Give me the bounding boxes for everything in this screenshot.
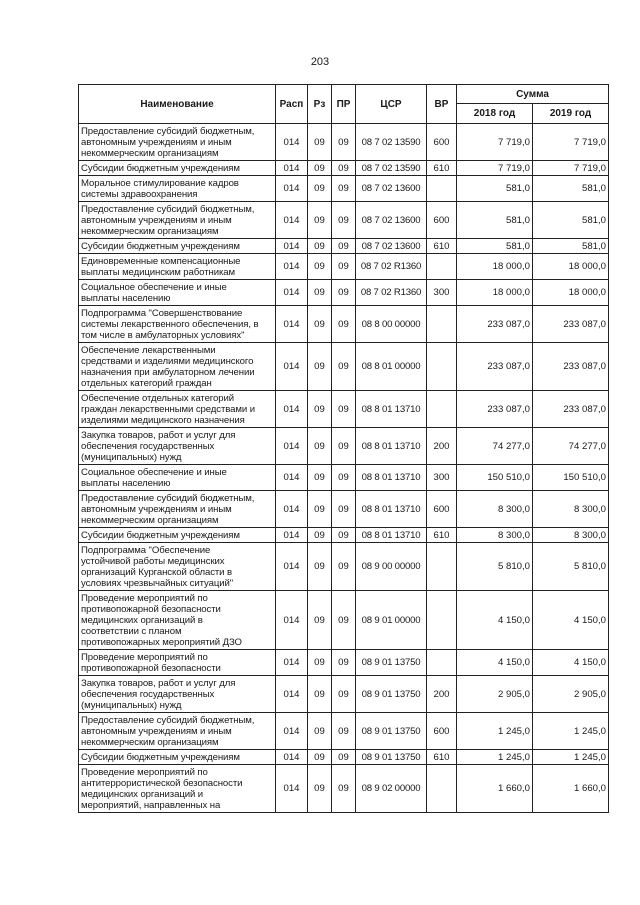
row-csr: 08 9 02 00000 — [356, 765, 427, 813]
row-name-line: Социальное обеспечение и иные — [81, 466, 227, 478]
table-header — [79, 85, 609, 124]
row-sum-2018: 4 150,0 — [457, 650, 533, 676]
row-rasp: 014 — [276, 713, 308, 750]
row-vr: 300 — [427, 280, 457, 306]
row-rz: 09 — [308, 343, 332, 391]
row-name-line: Закупка товаров, работ и услуг для — [81, 677, 236, 689]
row-rasp: 014 — [276, 280, 308, 306]
row-sum-2019: 5 810,0 — [533, 543, 609, 591]
row-sum-2019: 581,0 — [533, 239, 609, 254]
row-name — [79, 591, 276, 650]
table-row — [79, 391, 609, 428]
row-csr: 08 9 01 13750 — [356, 713, 427, 750]
row-name-line: некоммерческим организациям — [81, 147, 219, 159]
row-name — [79, 176, 276, 202]
row-name-line: системы здравоохранения — [81, 188, 198, 200]
row-name-line: Субсидии бюджетным учреждениям — [81, 240, 240, 252]
row-vr — [427, 306, 457, 343]
row-sum-2018: 581,0 — [457, 202, 533, 239]
row-name-line: Подпрограмма "Совершенствование — [81, 307, 243, 319]
row-rasp: 014 — [276, 465, 308, 491]
table-row — [79, 202, 609, 239]
table-row — [79, 343, 609, 391]
row-rasp: 014 — [276, 750, 308, 765]
row-name — [79, 124, 276, 161]
row-pr: 09 — [332, 343, 356, 391]
row-vr: 610 — [427, 528, 457, 543]
row-name-line: Закупка товаров, работ и услуг для — [81, 429, 236, 441]
row-vr: 610 — [427, 161, 457, 176]
table-row — [79, 161, 609, 176]
row-vr: 610 — [427, 750, 457, 765]
row-rz: 09 — [308, 650, 332, 676]
row-name-line: Предоставление субсидий бюджетным, — [81, 203, 255, 215]
row-sum-2018: 18 000,0 — [457, 280, 533, 306]
row-name — [79, 528, 276, 543]
row-name-line: Субсидии бюджетным учреждениям — [81, 529, 240, 541]
row-name-line: изделиями медицинского назначения — [81, 414, 245, 426]
row-csr: 08 7 02 13600 — [356, 239, 427, 254]
table-row — [79, 124, 609, 161]
row-rasp: 014 — [276, 650, 308, 676]
row-rz: 09 — [308, 202, 332, 239]
row-rz: 09 — [308, 280, 332, 306]
row-name-line: медицинских организаций и — [81, 788, 204, 800]
row-vr: 600 — [427, 491, 457, 528]
row-rz: 09 — [308, 391, 332, 428]
row-name-line: Предоставление субсидий бюджетным, — [81, 492, 255, 504]
row-pr: 09 — [332, 750, 356, 765]
row-sum-2018: 18 000,0 — [457, 254, 533, 280]
row-pr: 09 — [332, 202, 356, 239]
row-pr: 09 — [332, 543, 356, 591]
row-rz: 09 — [308, 254, 332, 280]
row-rz: 09 — [308, 676, 332, 713]
row-name-line: некоммерческим организациям — [81, 736, 219, 748]
row-rz: 09 — [308, 713, 332, 750]
row-rz: 09 — [308, 428, 332, 465]
row-rasp: 014 — [276, 391, 308, 428]
row-sum-2018: 1 245,0 — [457, 713, 533, 750]
table-row — [79, 528, 609, 543]
table-row — [79, 676, 609, 713]
row-csr: 08 7 02 13600 — [356, 176, 427, 202]
row-vr: 600 — [427, 202, 457, 239]
row-rasp: 014 — [276, 528, 308, 543]
row-sum-2018: 233 087,0 — [457, 343, 533, 391]
row-name-line: системы лекарственного обеспечения, в — [81, 318, 259, 330]
row-name — [79, 713, 276, 750]
row-name — [79, 750, 276, 765]
row-name-line: автономным учреждениям и иным — [81, 214, 232, 226]
row-vr: 300 — [427, 465, 457, 491]
row-sum-2018: 233 087,0 — [457, 306, 533, 343]
table-body — [79, 124, 609, 813]
row-sum-2018: 581,0 — [457, 239, 533, 254]
row-name-line: граждан лекарственными средствами и — [81, 403, 255, 415]
row-name-line: (муниципальных) нужд — [81, 451, 182, 463]
row-name-line: антитеррористической безопасности — [81, 777, 243, 789]
row-name-line: Единовременные компенсационные — [81, 255, 241, 267]
row-name-line: обеспечения государственных — [81, 440, 215, 452]
row-pr: 09 — [332, 239, 356, 254]
row-rasp: 014 — [276, 543, 308, 591]
row-name-line: выплаты медицинским работникам — [81, 266, 235, 278]
row-sum-2019: 74 277,0 — [533, 428, 609, 465]
row-vr: 600 — [427, 124, 457, 161]
row-sum-2019: 8 300,0 — [533, 528, 609, 543]
row-csr: 08 8 01 13710 — [356, 491, 427, 528]
row-name-line: организаций Курганской области в — [81, 566, 233, 578]
row-vr: 600 — [427, 713, 457, 750]
row-name-line: автономным учреждениям и иным — [81, 503, 232, 515]
row-pr: 09 — [332, 650, 356, 676]
row-name-line: отдельных категорий граждан — [81, 377, 212, 389]
row-vr: 200 — [427, 428, 457, 465]
row-csr: 08 9 01 13750 — [356, 650, 427, 676]
header-sum: Сумма — [457, 85, 609, 104]
row-rasp: 014 — [276, 491, 308, 528]
row-name-line: Проведение мероприятий по — [81, 651, 208, 663]
row-sum-2018: 5 810,0 — [457, 543, 533, 591]
row-name — [79, 254, 276, 280]
row-pr: 09 — [332, 280, 356, 306]
row-sum-2018: 1 660,0 — [457, 765, 533, 813]
row-rasp: 014 — [276, 306, 308, 343]
row-pr: 09 — [332, 591, 356, 650]
row-name — [79, 306, 276, 343]
row-rz: 09 — [308, 528, 332, 543]
row-sum-2019: 1 660,0 — [533, 765, 609, 813]
row-rasp: 014 — [276, 676, 308, 713]
row-rz: 09 — [308, 161, 332, 176]
row-rasp: 014 — [276, 765, 308, 813]
row-name-line: противопожарной безопасности — [81, 603, 221, 615]
row-name — [79, 491, 276, 528]
row-rasp: 014 — [276, 591, 308, 650]
table-row — [79, 650, 609, 676]
row-csr: 08 8 01 13710 — [356, 528, 427, 543]
row-sum-2019: 233 087,0 — [533, 306, 609, 343]
row-vr — [427, 254, 457, 280]
row-rz: 09 — [308, 491, 332, 528]
table-row — [79, 176, 609, 202]
row-name-line: медицинских организаций в — [81, 614, 203, 626]
row-name-line: (муниципальных) нужд — [81, 699, 182, 711]
row-pr: 09 — [332, 428, 356, 465]
table-row — [79, 765, 609, 813]
row-name-line: Проведение мероприятий по — [81, 592, 208, 604]
row-name — [79, 765, 276, 813]
header-rasp: Расп — [276, 85, 308, 124]
row-sum-2019: 18 000,0 — [533, 254, 609, 280]
header-year-2018: 2018 год — [457, 104, 533, 124]
table-row — [79, 465, 609, 491]
row-name-line: мероприятий, направленных на — [81, 799, 221, 811]
row-name-line: Проведение мероприятий по — [81, 766, 208, 778]
row-rz: 09 — [308, 765, 332, 813]
row-csr: 08 7 02 R1360 — [356, 280, 427, 306]
row-sum-2018: 8 300,0 — [457, 528, 533, 543]
row-name-line: соответствии с планом — [81, 625, 182, 637]
row-name — [79, 676, 276, 713]
row-rasp: 014 — [276, 161, 308, 176]
row-csr: 08 7 02 13600 — [356, 202, 427, 239]
row-sum-2018: 233 087,0 — [457, 391, 533, 428]
row-vr — [427, 176, 457, 202]
row-vr — [427, 591, 457, 650]
table-row — [79, 591, 609, 650]
budget-table — [78, 84, 609, 813]
row-pr: 09 — [332, 713, 356, 750]
row-name-line: Предоставление субсидий бюджетным, — [81, 714, 255, 726]
row-name-line: Социальное обеспечение и иные — [81, 281, 227, 293]
header-csr: ЦСР — [356, 85, 427, 124]
row-sum-2018: 7 719,0 — [457, 161, 533, 176]
row-sum-2019: 581,0 — [533, 176, 609, 202]
row-sum-2019: 1 245,0 — [533, 750, 609, 765]
row-name-line: Предоставление субсидий бюджетным, — [81, 125, 255, 137]
row-csr: 08 9 00 00000 — [356, 543, 427, 591]
row-sum-2019: 7 719,0 — [533, 124, 609, 161]
table-row — [79, 280, 609, 306]
header-name: Наименование — [79, 85, 276, 124]
row-name-line: Субсидии бюджетным учреждениям — [81, 162, 240, 174]
row-name-line: Субсидии бюджетным учреждениям — [81, 751, 240, 763]
row-csr: 08 7 02 13590 — [356, 124, 427, 161]
page-number: 203 — [310, 56, 330, 68]
row-rasp: 014 — [276, 124, 308, 161]
row-rz: 09 — [308, 176, 332, 202]
header-year-2019: 2019 год — [533, 104, 609, 124]
table-row — [79, 713, 609, 750]
row-sum-2019: 2 905,0 — [533, 676, 609, 713]
row-name-line: некоммерческим организациям — [81, 225, 219, 237]
row-name-line: выплаты населению — [81, 292, 171, 304]
row-rz: 09 — [308, 750, 332, 765]
row-pr: 09 — [332, 161, 356, 176]
row-pr: 09 — [332, 124, 356, 161]
row-sum-2019: 581,0 — [533, 202, 609, 239]
row-name-line: Моральное стимулирование кадров — [81, 177, 239, 189]
row-name-line: Обеспечение отдельных категорий — [81, 392, 234, 404]
row-rasp: 014 — [276, 239, 308, 254]
row-rasp: 014 — [276, 254, 308, 280]
row-rz: 09 — [308, 591, 332, 650]
row-sum-2018: 4 150,0 — [457, 591, 533, 650]
row-rasp: 014 — [276, 176, 308, 202]
row-vr — [427, 765, 457, 813]
table-row — [79, 543, 609, 591]
row-csr: 08 9 01 13750 — [356, 750, 427, 765]
row-vr — [427, 543, 457, 591]
table-row — [79, 491, 609, 528]
row-name — [79, 543, 276, 591]
table-row — [79, 254, 609, 280]
row-name-line: противопожарной безопасности — [81, 662, 221, 674]
row-name — [79, 650, 276, 676]
row-pr: 09 — [332, 465, 356, 491]
row-sum-2018: 581,0 — [457, 176, 533, 202]
row-csr: 08 7 02 R1360 — [356, 254, 427, 280]
row-name — [79, 202, 276, 239]
row-rasp: 014 — [276, 202, 308, 239]
row-name-line: Подпрограмма "Обеспечение — [81, 544, 211, 556]
row-sum-2019: 1 245,0 — [533, 713, 609, 750]
row-csr: 08 8 01 13710 — [356, 428, 427, 465]
row-rz: 09 — [308, 543, 332, 591]
row-sum-2019: 233 087,0 — [533, 391, 609, 428]
row-pr: 09 — [332, 528, 356, 543]
row-name-line: противопожарных мероприятий ДЗО — [81, 636, 242, 648]
row-name-line: обеспечения государственных — [81, 688, 215, 700]
row-sum-2018: 8 300,0 — [457, 491, 533, 528]
row-name-line: назначения при амбулаторном лечении — [81, 366, 255, 378]
row-name-line: условиях чрезвычайных ситуаций" — [81, 577, 234, 589]
row-rz: 09 — [308, 124, 332, 161]
row-pr: 09 — [332, 254, 356, 280]
row-name-line: устойчивой работы медицинских — [81, 555, 225, 567]
row-csr: 08 9 01 00000 — [356, 591, 427, 650]
row-sum-2019: 4 150,0 — [533, 591, 609, 650]
table-row — [79, 306, 609, 343]
row-name-line: выплаты населению — [81, 477, 171, 489]
row-name-line: том числе в амбулаторных условиях" — [81, 329, 245, 341]
row-pr: 09 — [332, 391, 356, 428]
row-sum-2018: 1 245,0 — [457, 750, 533, 765]
row-sum-2019: 4 150,0 — [533, 650, 609, 676]
header-vr: ВР — [427, 85, 457, 124]
row-rasp: 014 — [276, 428, 308, 465]
row-rz: 09 — [308, 306, 332, 343]
row-pr: 09 — [332, 491, 356, 528]
header-pr: ПР — [332, 85, 356, 124]
row-sum-2019: 7 719,0 — [533, 161, 609, 176]
row-sum-2019: 8 300,0 — [533, 491, 609, 528]
row-pr: 09 — [332, 765, 356, 813]
row-vr — [427, 343, 457, 391]
row-name — [79, 239, 276, 254]
row-rasp: 014 — [276, 343, 308, 391]
row-rz: 09 — [308, 239, 332, 254]
row-pr: 09 — [332, 176, 356, 202]
row-csr: 08 8 01 00000 — [356, 343, 427, 391]
row-pr: 09 — [332, 676, 356, 713]
table-row — [79, 239, 609, 254]
row-vr: 200 — [427, 676, 457, 713]
table-row — [79, 428, 609, 465]
row-name — [79, 161, 276, 176]
row-pr: 09 — [332, 306, 356, 343]
row-name-line: автономным учреждениям и иным — [81, 725, 232, 737]
row-name — [79, 343, 276, 391]
row-csr: 08 8 01 13710 — [356, 391, 427, 428]
row-vr — [427, 391, 457, 428]
row-sum-2018: 150 510,0 — [457, 465, 533, 491]
row-sum-2018: 7 719,0 — [457, 124, 533, 161]
row-sum-2019: 18 000,0 — [533, 280, 609, 306]
row-csr: 08 9 01 13750 — [356, 676, 427, 713]
row-name — [79, 428, 276, 465]
row-sum-2019: 150 510,0 — [533, 465, 609, 491]
row-name-line: автономным учреждениям и иным — [81, 136, 232, 148]
row-vr — [427, 650, 457, 676]
row-name — [79, 280, 276, 306]
row-name-line: некоммерческим организациям — [81, 514, 219, 526]
row-vr: 610 — [427, 239, 457, 254]
row-csr: 08 8 00 00000 — [356, 306, 427, 343]
row-sum-2018: 74 277,0 — [457, 428, 533, 465]
row-name-line: Обеспечение лекарственными — [81, 344, 216, 356]
header-rz: Рз — [308, 85, 332, 124]
row-sum-2019: 233 087,0 — [533, 343, 609, 391]
row-csr: 08 8 01 13710 — [356, 465, 427, 491]
table-row — [79, 750, 609, 765]
row-name-line: средствами и изделиями медицинского — [81, 355, 254, 367]
row-rz: 09 — [308, 465, 332, 491]
row-name — [79, 391, 276, 428]
row-name — [79, 465, 276, 491]
row-sum-2018: 2 905,0 — [457, 676, 533, 713]
row-csr: 08 7 02 13590 — [356, 161, 427, 176]
